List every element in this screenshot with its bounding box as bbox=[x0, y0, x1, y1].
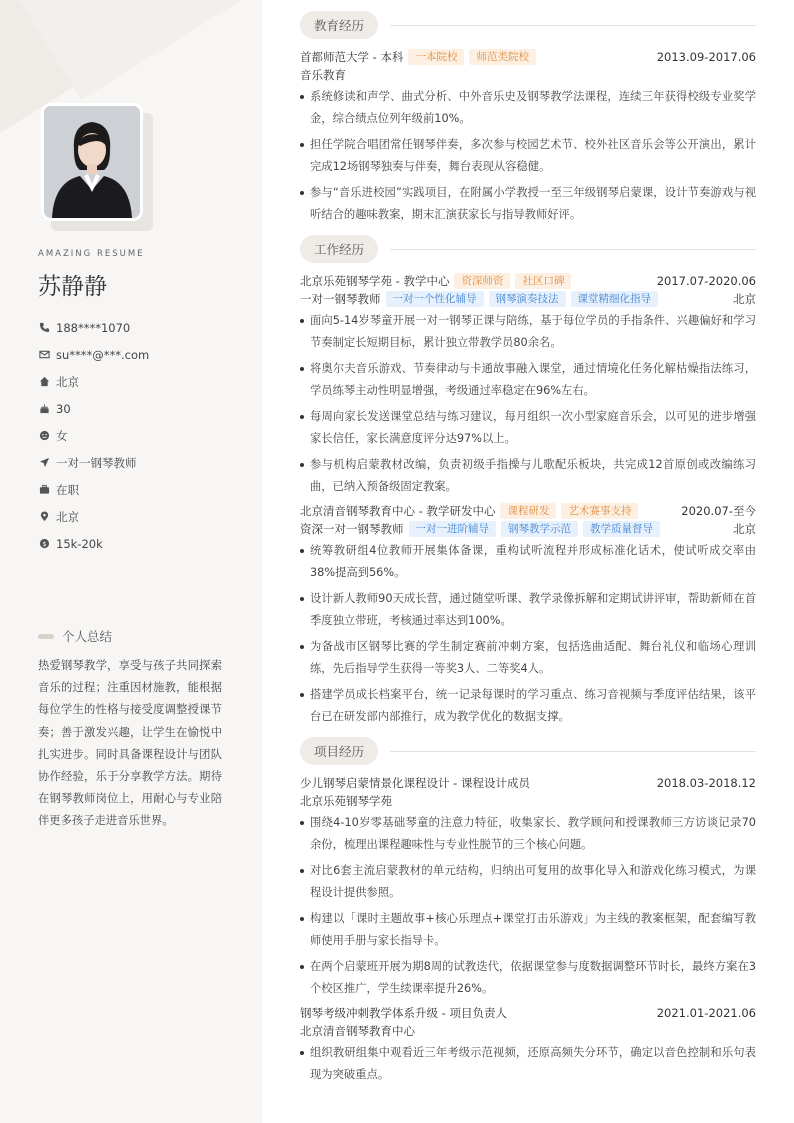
send-icon bbox=[38, 457, 50, 469]
summary-text: 热爱钢琴教学，享受与孩子共同探索音乐的过程；注重因材施教，能根据每位学生的性格与接受度调整授课节奏；善于激发兴趣，让学生在愉悦中扎实进步。同时具备课程设计与团队协作经验，乐于分享教学方法。期待在钢琴教师岗位上，用耐心与专业陪伴更多孩子走进音乐世界。 bbox=[38, 659, 222, 828]
summary-bar bbox=[38, 634, 54, 639]
briefcase-icon bbox=[38, 484, 50, 496]
bullet-item: 组织教研组集中观看近三年考级示范视频，还原高频失分环节，确定以音色控制和乐句表现为突破重点。 bbox=[300, 1042, 756, 1086]
personal-info-list bbox=[38, 314, 149, 557]
cake-icon bbox=[38, 403, 50, 415]
project-org: 北京乐苑钢琴学苑 bbox=[300, 794, 392, 808]
project-org: 北京清音钢琴教育中心 bbox=[300, 1024, 415, 1038]
bullet-item: 在两个启蒙班开展为期8周的试教迭代，依据课堂参与度数据调整环节时长，最终方案在3个校区推广，学生续课率提升26%。 bbox=[300, 956, 756, 1000]
svg-text:$: $ bbox=[41, 539, 47, 548]
major: 音乐教育 bbox=[300, 68, 346, 82]
tag: 一本院校 bbox=[408, 49, 464, 65]
info-location bbox=[38, 503, 149, 530]
entry-subheader bbox=[300, 792, 756, 810]
company-name: 北京清音钢琴教育中心 - 教学研发中心 bbox=[300, 504, 496, 518]
tag: 艺术赛事支持 bbox=[561, 503, 638, 519]
tag: 师范类院校 bbox=[469, 49, 536, 65]
skill-tag: 钢琴教学示范 bbox=[501, 521, 578, 537]
job-title: 一对一钢琴教师 bbox=[300, 292, 381, 306]
resume-tagline: AMAZING RESUME bbox=[38, 249, 145, 259]
phone-icon bbox=[38, 322, 50, 334]
bullet-item: 每周向家长发送课堂总结与练习建议，每月组织一次小型家庭音乐会，以可见的进步增强家长信任，家长满意度评分达97%以上。 bbox=[300, 406, 756, 450]
info-position bbox=[38, 449, 149, 476]
profile-photo bbox=[41, 103, 143, 221]
job-title: 资深一对一钢琴教师 bbox=[300, 522, 404, 536]
info-text: 15k-20k bbox=[56, 536, 103, 551]
bullet-item: 系统修读和声学、曲式分析、中外音乐史及钢琴教学法课程，连续三年获得校级专业奖学金，综合绩点位列年级前10%。 bbox=[300, 86, 756, 130]
entry-date: 2020.07-至今 bbox=[681, 504, 756, 518]
sidebar bbox=[0, 0, 262, 1123]
gender-icon bbox=[38, 430, 50, 442]
entry-header bbox=[300, 48, 756, 66]
entry-city: 北京 bbox=[733, 292, 756, 306]
entry-subheader bbox=[300, 520, 756, 538]
skill-tag: 课堂精细化指导 bbox=[571, 291, 659, 307]
entry-city: 北京 bbox=[733, 522, 756, 536]
info-text: 188****1070 bbox=[56, 320, 131, 335]
work-section bbox=[300, 234, 756, 728]
section-header bbox=[300, 736, 756, 766]
company-name: 北京乐苑钢琴学苑 - 教学中心 bbox=[300, 274, 450, 288]
info-phone bbox=[38, 314, 149, 341]
skill-tag: 一对一进阶辅导 bbox=[409, 521, 497, 537]
section-divider bbox=[390, 249, 756, 250]
entry-header bbox=[300, 1004, 756, 1022]
bullet-item: 设计新人教师90天成长营，通过随堂听课、教学录像拆解和定期试讲评审，帮助新师在首季度独立带班，考核通过率达到100%。 bbox=[300, 588, 756, 632]
info-text: 在职 bbox=[56, 482, 79, 497]
entry-subheader bbox=[300, 1022, 756, 1040]
profile-photo-frame bbox=[41, 103, 143, 221]
skill-tag: 教学质量督导 bbox=[583, 521, 660, 537]
skill-tag: 钢琴演奏技法 bbox=[489, 291, 566, 307]
section-divider bbox=[390, 25, 756, 26]
bullet-item: 参与“音乐进校园”实践项目，在附属小学教授一至三年级钢琴启蒙课，设计节奏游戏与视听结合的趣味教案，期末汇演获家长与指导教师好评。 bbox=[300, 182, 756, 226]
info-salary bbox=[38, 530, 149, 557]
main-content bbox=[300, 10, 756, 1094]
info-email bbox=[38, 341, 149, 368]
location-icon bbox=[38, 511, 50, 523]
entry-header bbox=[300, 502, 756, 520]
work-entry bbox=[300, 272, 756, 498]
info-text: 北京 bbox=[56, 374, 79, 389]
bullet-item: 搭建学员成长档案平台，统一记录每课时的学习重点、练习音视频与季度评估结果，该平台已在研发部内部推行，成为教学优化的数据支撑。 bbox=[300, 684, 756, 728]
entry-header bbox=[300, 272, 756, 290]
entry-header bbox=[300, 774, 756, 792]
candidate-name: 苏静静 bbox=[38, 274, 107, 300]
bullet-item: 构建以「课时主题故事+核心乐理点+课堂打击乐游戏」为主线的教案框架，配套编写教师使用手册与家长指导卡。 bbox=[300, 908, 756, 952]
section-title: 项目经历 bbox=[300, 737, 378, 765]
mail-icon bbox=[38, 349, 50, 361]
info-text: 女 bbox=[56, 428, 68, 443]
entry-date: 2017.07-2020.06 bbox=[656, 274, 756, 288]
education-entry bbox=[300, 48, 756, 226]
tag: 课程研发 bbox=[500, 503, 556, 519]
project-name: 钢琴考级冲刺教学体系升级 - 项目负责人 bbox=[300, 1006, 507, 1020]
work-entry bbox=[300, 502, 756, 728]
bullet-item: 担任学院合唱团常任钢琴伴奏，多次参与校园艺术节、校外社区音乐会等公开演出，累计完成12场钢琴独奏与伴奏，舞台表现从容稳健。 bbox=[300, 134, 756, 178]
info-text: 30 bbox=[56, 401, 71, 416]
projects-section bbox=[300, 736, 756, 1086]
info-status bbox=[38, 476, 149, 503]
education-section bbox=[300, 10, 756, 226]
skill-tag: 一对一个性化辅导 bbox=[386, 291, 484, 307]
project-entry bbox=[300, 774, 756, 1000]
project-name: 少儿钢琴启蒙情景化课程设计 - 课程设计成员 bbox=[300, 776, 530, 790]
entry-bullets bbox=[300, 1042, 756, 1086]
info-text: 一对一钢琴教师 bbox=[56, 455, 137, 470]
info-text: 北京 bbox=[56, 509, 79, 524]
entry-bullets bbox=[300, 812, 756, 1000]
project-entry bbox=[300, 1004, 756, 1086]
section-header bbox=[300, 234, 756, 264]
school-name: 首都师范大学 - 本科 bbox=[300, 50, 404, 64]
info-age bbox=[38, 395, 149, 422]
info-gender bbox=[38, 422, 149, 449]
tag: 社区口碑 bbox=[515, 273, 571, 289]
entry-subheader bbox=[300, 66, 756, 84]
salary-icon bbox=[38, 538, 50, 550]
bullet-item: 围绕4-10岁零基础琴童的注意力特征，收集家长、教学顾问和授课教师三方访谈记录70余份，梳理出课程趣味性与专业性脱节的三个核心问题。 bbox=[300, 812, 756, 856]
tag: 资深师资 bbox=[454, 273, 510, 289]
entry-date: 2018.03-2018.12 bbox=[656, 776, 756, 790]
bullet-item: 对比6套主流启蒙教材的单元结构，归纳出可复用的故事化导入和游戏化练习模式，为课程设计提供参照。 bbox=[300, 860, 756, 904]
home-icon bbox=[38, 376, 50, 388]
entry-date: 2021.01-2021.06 bbox=[656, 1006, 756, 1020]
section-header bbox=[300, 10, 756, 40]
bullet-item: 参与机构启蒙教材改编，负责初级手指操与儿歌配乐板块，共完成12首原创或改编练习曲，已纳入预备级固定教案。 bbox=[300, 454, 756, 498]
entry-bullets bbox=[300, 540, 756, 728]
bullet-item: 统筹教研组4位教师开展集体备课，重构试听流程并形成标准化话术，使试听成交率由38%提高到56%。 bbox=[300, 540, 756, 584]
summary-header bbox=[38, 627, 112, 645]
section-title: 工作经历 bbox=[300, 235, 378, 263]
bullet-item: 将奥尔夫音乐游戏、节奏律动与卡通故事融入课堂，通过情境化任务化解枯燥指法练习，学员练琴主动性明显增强，考级通过率稳定在96%左右。 bbox=[300, 358, 756, 402]
bullet-item: 为备战市区钢琴比赛的学生制定赛前冲刺方案，包括选曲适配、舞台礼仪和临场心理训练，先后指导学生获得一等奖3人、二等奖4人。 bbox=[300, 636, 756, 680]
entry-subheader bbox=[300, 290, 756, 308]
bullet-item: 面向5-14岁琴童开展一对一钢琴正课与陪练，基于每位学员的手指条件、兴趣偏好和学习节奏制定长短期目标，累计独立带教学员80余名。 bbox=[300, 310, 756, 354]
info-home bbox=[38, 368, 149, 395]
summary-title: 个人总结 bbox=[62, 629, 113, 644]
section-divider bbox=[390, 751, 756, 752]
entry-bullets bbox=[300, 86, 756, 226]
avatar-portrait-icon bbox=[44, 106, 140, 218]
section-title: 教育经历 bbox=[300, 11, 378, 39]
entry-bullets bbox=[300, 310, 756, 498]
entry-date: 2013.09-2017.06 bbox=[656, 50, 756, 64]
info-text: su****@***.com bbox=[56, 347, 150, 362]
